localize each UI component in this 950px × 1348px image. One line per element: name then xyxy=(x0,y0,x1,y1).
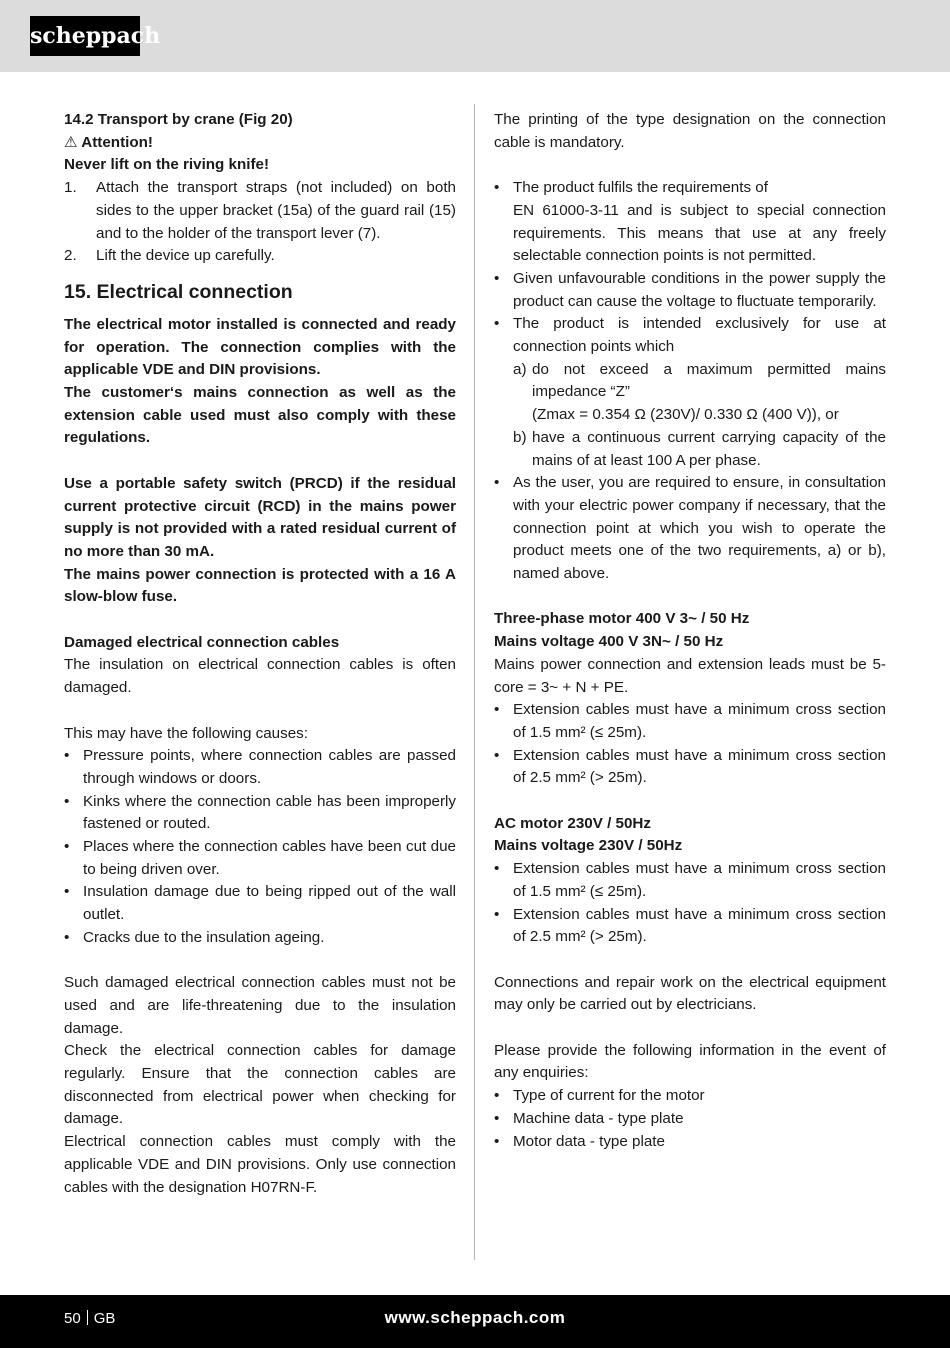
ac-motor-heading: AC motor 230V / 50Hz xyxy=(494,814,651,832)
transport-step xyxy=(64,245,456,268)
page-footer xyxy=(0,1295,950,1348)
causes-intro: This may have the following causes: xyxy=(64,724,308,742)
list-item: • Motor data - type plate xyxy=(494,1132,665,1150)
three-phase-heading: Three-phase motor 400 V 3~ / 50 Hz xyxy=(494,610,750,628)
left-column xyxy=(64,109,456,1199)
scheppach-logo: scheppach xyxy=(30,16,140,56)
three-phase-voltage: Mains voltage 400 V 3N~ / 50 Hz xyxy=(494,633,724,651)
ac-motor-voltage: Mains voltage 230V / 50Hz xyxy=(494,837,683,855)
list-item: • Extension cables must have a minimum cross section of 1.5 mm² (≤ 25m). xyxy=(494,701,886,741)
website-link[interactable]: www.scheppach.com xyxy=(384,1308,566,1327)
column-divider xyxy=(474,104,475,1260)
page-header xyxy=(0,0,950,72)
list-item: • Cracks due to the insulation ageing. xyxy=(64,928,325,946)
damaged-cables-heading: Damaged electrical connection cables xyxy=(64,633,340,651)
right-column xyxy=(494,109,886,1153)
transport-step xyxy=(64,177,456,245)
type-designation-text: The printing of the type designation on the connection cable is mandatory. xyxy=(494,111,886,151)
fuse-text: The mains power connection is protected with a 16 A slow-blow fuse. xyxy=(64,565,456,606)
list-item: • The product fulfils the requirements of EN 61000-3-11 and is subject to special connection requirements. This means that use at any freely selectable connection points is not permitted. xyxy=(494,179,886,265)
check-cables-text: Check the electrical connection cables for damage regularly. Ensure that the connection cables are disconnected from electrical power when checking for damage. xyxy=(64,1042,456,1128)
step-text: Lift the device up carefully. xyxy=(96,247,275,265)
list-item: • Extension cables must have a minimum cross section of 2.5 mm² (> 25m). xyxy=(494,746,886,787)
attention-label: ⚠ Attention! xyxy=(64,133,153,151)
electricians-text: Connections and repair work on the electrical equipment may only be carried out by electricians. xyxy=(494,973,886,1014)
step-number: 2. xyxy=(64,247,77,265)
impedance-values: (Zmax = 0.354 Ω (230V)/ 0.330 Ω (400 V)), or xyxy=(532,406,839,424)
damaged-warning-text: Such damaged electrical connection cables must not be used and are life-threatening due to the insulation damage. xyxy=(64,974,456,1037)
list-item: • Machine data - type plate xyxy=(494,1109,684,1127)
emc-line: The product fulfils the requirements of xyxy=(513,179,768,197)
electrical-connection-heading: 15. Electrical connection xyxy=(64,280,293,303)
requirement-a: a) do not exceed a maximum permitted mains impedance “Z” xyxy=(513,360,886,401)
list-item: • Given unfavourable conditions in the power supply the product can cause the voltage to fluctuate temporarily. xyxy=(494,269,886,310)
list-item: • Extension cables must have a minimum cross section of 2.5 mm² (> 25m). xyxy=(494,905,886,946)
step-number: 1. xyxy=(64,179,77,197)
damaged-intro: The insulation on electrical connection cables is often damaged. xyxy=(64,656,456,697)
list-item: • Type of current for the motor xyxy=(494,1087,705,1105)
enquiries-intro: Please provide the following information in the event of any enquiries: xyxy=(494,1041,886,1082)
list-item: • The product is intended exclusively for use at connection points which xyxy=(494,315,886,356)
page-number: 50 xyxy=(64,1310,81,1327)
list-item: • Kinks where the connection cable has been improperly fastened or routed. xyxy=(64,792,456,833)
five-core-text: Mains power connection and extension leads must be 5-core = 3~ + N + PE. xyxy=(494,655,886,696)
transport-heading: 14.2 Transport by crane (Fig 20) xyxy=(64,111,293,128)
step-text: Attach the transport straps (not included) on both sides to the upper bracket (15a) of the guard rail (15) and to the holder of the transport lever (7). xyxy=(96,179,456,242)
cable-designation-text: Electrical connection cables must comply with the applicable VDE and DIN provisions. Only use connection cables with the designation H07RN-F. xyxy=(64,1133,456,1196)
motor-ready-text: The electrical motor installed is connected and ready for operation. The connection complies with the applicable VDE and DIN provisions. xyxy=(64,315,456,379)
list-item: • Extension cables must have a minimum cross section of 1.5 mm² (≤ 25m). xyxy=(494,860,886,900)
list-item: • As the user, you are required to ensure, in consultation with your electric power company if necessary, that the connection point at which you wish to operate the product meets one of the two requirements, a) or b), named above. xyxy=(494,474,886,583)
customer-connection-text: The customer‘s mains connection as well as the extension cable used must also comply with these regulations. xyxy=(64,384,456,447)
requirement-b: b) have a continuous current carrying capacity of the mains of at least 100 A per phase. xyxy=(513,428,886,469)
prcd-text: Use a portable safety switch (PRCD) if the residual current protective circuit (RCD) in the mains power supply is not provided with a rated residual current of no more than 30 mA. xyxy=(64,474,456,560)
list-item: • Insulation damage due to being ripped out of the wall outlet. xyxy=(64,883,456,924)
emc-text: EN 61000-3-11 and is subject to special connection requirements. This means that use at any freely selectable connection points is not permitted. xyxy=(513,201,886,265)
list-item: • Places where the connection cables have been cut due to being driven over. xyxy=(64,838,456,878)
list-item: • Pressure points, where connection cables are passed through windows or doors. xyxy=(64,747,456,787)
language-code: GB xyxy=(93,1310,116,1327)
riving-knife-warning: Never lift on the riving knife! xyxy=(64,156,270,174)
